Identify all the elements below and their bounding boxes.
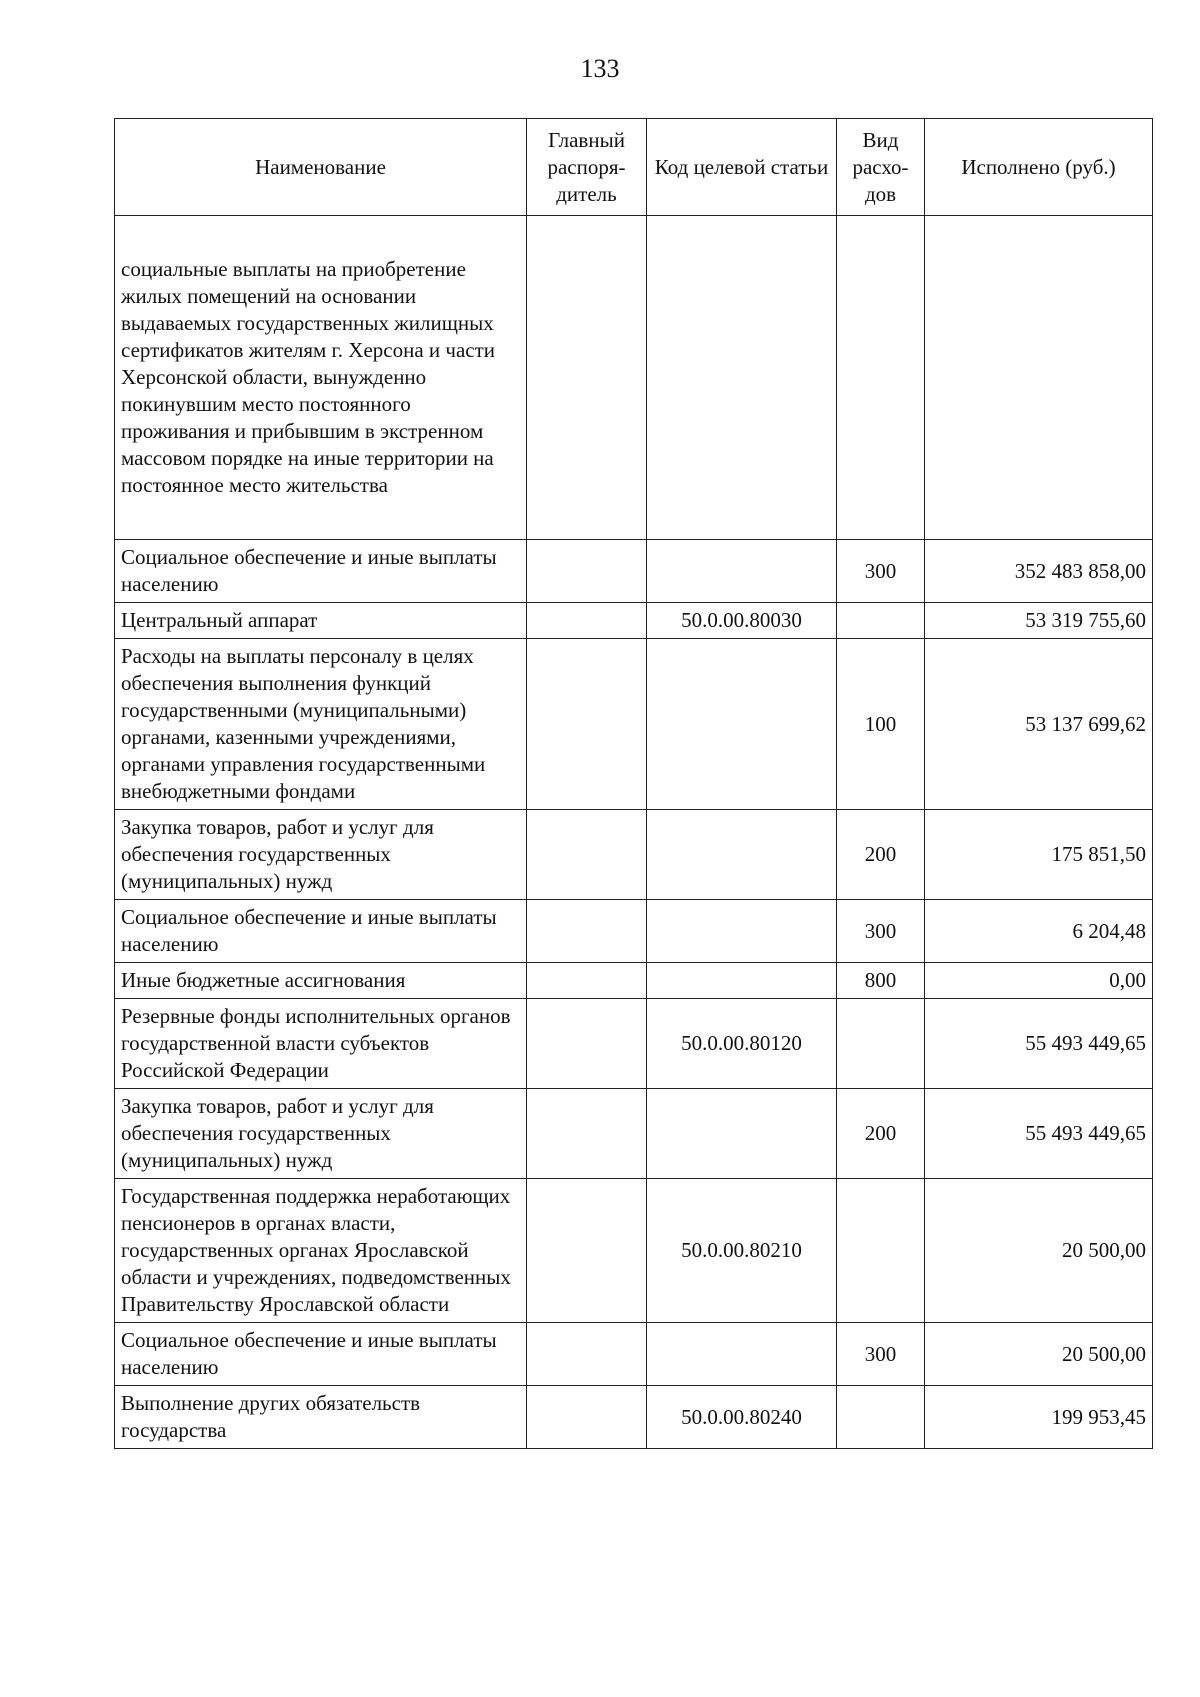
table-row [115, 810, 1153, 900]
table-row [115, 1089, 1153, 1179]
cell-manager [527, 540, 647, 603]
table-body [115, 216, 1153, 1449]
cell-name: Государственная поддержка неработающих пенсионеров в органах власти, государственных органах Ярославской области и учреждениях, подведомственных Правительству Ярославской области [115, 1179, 527, 1323]
cell-type [837, 1179, 925, 1323]
cell-type [837, 999, 925, 1089]
cell-amount: 55 493 449,65 [925, 1089, 1153, 1179]
cell-code [647, 639, 837, 810]
budget-table [114, 118, 1153, 1449]
cell-name: Резервные фонды исполнительных органов государственной власти субъектов Российской Федерации [115, 999, 527, 1089]
cell-amount: 0,00 [925, 963, 1153, 999]
header-executed: Исполнено (руб.) [925, 119, 1153, 216]
cell-type: 300 [837, 540, 925, 603]
cell-type: 800 [837, 963, 925, 999]
cell-manager [527, 963, 647, 999]
table-row [115, 1386, 1153, 1449]
cell-amount: 352 483 858,00 [925, 540, 1153, 603]
cell-name: Выполнение других обязательств государства [115, 1386, 527, 1449]
cell-type: 300 [837, 900, 925, 963]
cell-code [647, 1323, 837, 1386]
cell-amount: 20 500,00 [925, 1323, 1153, 1386]
cell-type: 300 [837, 1323, 925, 1386]
cell-manager [527, 1179, 647, 1323]
cell-name: Расходы на выплаты персоналу в целях обеспечения выполнения функций государственными (муниципальными) органами, казенными учреждениями, органами управления государственными внебюджетными фондами [115, 639, 527, 810]
page-number: 133 [580, 54, 620, 83]
table-row [115, 1179, 1153, 1323]
cell-name: Закупка товаров, работ и услуг для обеспечения государственных (муниципальных) нужд [115, 1089, 527, 1179]
cell-manager [527, 1323, 647, 1386]
table-row [115, 999, 1153, 1089]
cell-code [647, 900, 837, 963]
cell-name: Социальное обеспечение и иные выплаты населению [115, 900, 527, 963]
cell-name: Центральный аппарат [115, 603, 527, 639]
cell-code: 50.0.00.80120 [647, 999, 837, 1089]
cell-name: Социальное обеспечение и иные выплаты населению [115, 1323, 527, 1386]
cell-type [837, 1386, 925, 1449]
cell-amount: 53 319 755,60 [925, 603, 1153, 639]
cell-amount: 199 953,45 [925, 1386, 1153, 1449]
cell-code [647, 1089, 837, 1179]
cell-name: Закупка товаров, работ и услуг для обеспечения государственных (муниципальных) нужд [115, 810, 527, 900]
cell-type: 100 [837, 639, 925, 810]
cell-manager [527, 639, 647, 810]
cell-name: Иные бюджетные ассигнования [115, 963, 527, 999]
cell-amount: 53 137 699,62 [925, 639, 1153, 810]
cell-manager [527, 810, 647, 900]
table-row [115, 963, 1153, 999]
cell-manager [527, 900, 647, 963]
header-type: Вид расхо-дов [837, 119, 925, 216]
table-row [115, 639, 1153, 810]
table-row [115, 540, 1153, 603]
cell-code: 50.0.00.80210 [647, 1179, 837, 1323]
cell-name: Социальное обеспечение и иные выплаты населению [115, 540, 527, 603]
cell-name: социальные выплаты на приобретение жилых помещений на основании выдаваемых государственных жилищных сертификатов жителям г. Херсона и части Херсонской области, вынужденно покинувшим место постоянного проживания и прибывшим в экстренном массовом порядке на иные территории на постоянное место жительства [115, 216, 527, 540]
cell-type [837, 603, 925, 639]
cell-code [647, 216, 837, 540]
cell-code [647, 810, 837, 900]
cell-code: 50.0.00.80240 [647, 1386, 837, 1449]
cell-type [837, 216, 925, 540]
cell-amount: 6 204,48 [925, 900, 1153, 963]
cell-manager [527, 216, 647, 540]
table-row [115, 1323, 1153, 1386]
header-name: Наименование [115, 119, 527, 216]
cell-manager [527, 603, 647, 639]
cell-amount: 175 851,50 [925, 810, 1153, 900]
cell-manager [527, 1089, 647, 1179]
header-row [115, 119, 1153, 216]
header-manager: Главный распоря-дитель [527, 119, 647, 216]
cell-amount: 55 493 449,65 [925, 999, 1153, 1089]
cell-type: 200 [837, 810, 925, 900]
cell-manager [527, 1386, 647, 1449]
cell-amount [925, 216, 1153, 540]
cell-type: 200 [837, 1089, 925, 1179]
cell-amount: 20 500,00 [925, 1179, 1153, 1323]
cell-manager [527, 999, 647, 1089]
header-code: Код целевой статьи [647, 119, 837, 216]
table-row [115, 216, 1153, 540]
cell-code: 50.0.00.80030 [647, 603, 837, 639]
table-row [115, 603, 1153, 639]
table-row [115, 900, 1153, 963]
cell-code [647, 963, 837, 999]
cell-code [647, 540, 837, 603]
